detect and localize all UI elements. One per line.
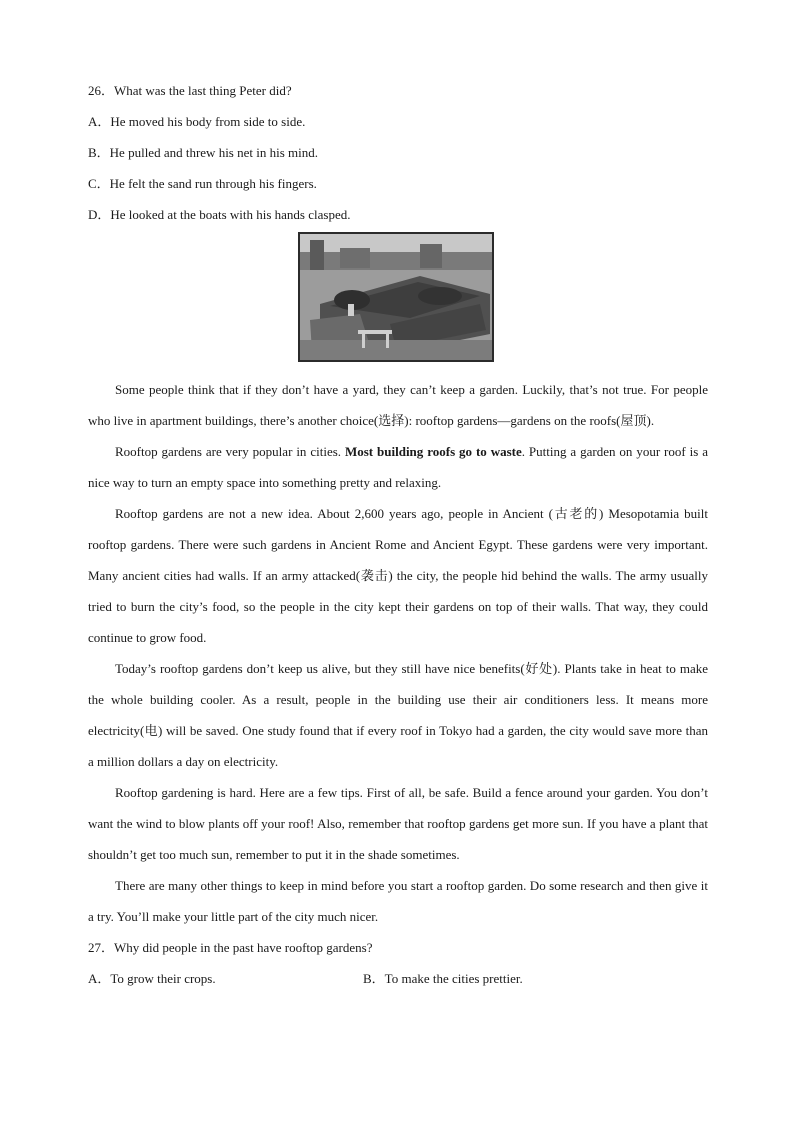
passage-paragraph-1: Some people think that if they don’t have a yard, they can’t keep a garden. Luckily, that’s not true. For people who live in apartment buildings, there’s another choice(选择): rooftop gardens—gardens on the roofs(屋顶). <box>88 382 708 428</box>
worksheet-page <box>88 75 708 994</box>
question-26-option-b: B．He pulled and threw his net in his mind. <box>88 145 319 160</box>
underlined-key-phrase: Most building roofs go to waste <box>344 444 522 459</box>
passage-paragraph-4: Today’s rooftop gardens don’t keep us alive, but they still have nice benefits(好处). Plants take in heat to make the whole building cooler. As a result, people in the building use their air conditioners less. It means more electricity(电) will be saved. One study found that if every roof in Tokyo had a garden, the city would save more than a million dollars a day on electricity. <box>88 661 708 769</box>
passage-paragraph-3: Rooftop gardens are not a new idea. About 2,600 years ago, people in Ancient (古老的) Mesopotamia built rooftop gardens. There were such gardens in Ancient Rome and Ancient Egypt. These gardens were very important. Many ancient cities had walls. If an army attacked(袭击) the city, the people hid behind the walls. The army usually tried to burn the city’s food, so the people in the city kept their gardens on top of their walls. That way, they could continue to grow food. <box>88 506 708 645</box>
question-26-option-c: C．He felt the sand run through his fingers. <box>88 176 317 191</box>
question-27-option-b: B．To make the cities prettier. <box>363 971 523 986</box>
passage-paragraph-2 <box>88 436 708 498</box>
rooftop-garden-illustration <box>300 234 492 360</box>
question-27-options <box>88 963 708 994</box>
question-26-option-d: D．He looked at the boats with his hands clasped. <box>88 207 351 222</box>
question-26-stem: 26．What was the last thing Peter did? <box>88 83 292 98</box>
question-27-stem: 27．Why did people in the past have rooftop gardens? <box>88 940 373 955</box>
passage-paragraph-6: There are many other things to keep in mind before you start a rooftop garden. Do some research and then give it a try. You’ll make your little part of the city much nicer. <box>88 878 708 924</box>
paragraph-2-text-start: Rooftop gardens are very popular in cities. <box>115 444 345 459</box>
question-26-option-a: A．He moved his body from side to side. <box>88 114 306 129</box>
photo-container <box>88 232 708 370</box>
question-27-option-a: A．To grow their crops. <box>88 971 216 986</box>
paragraph-2-text-end: . Putting a garden on your roof is a nice way to turn an empty space into something pretty and relaxing. <box>88 444 708 490</box>
rooftop-garden-photo <box>298 232 494 362</box>
passage-paragraph-5: Rooftop gardening is hard. Here are a few tips. First of all, be safe. Build a fence around your garden. You don’t want the wind to blow plants off your roof! Also, remember that rooftop gardens get more sun. If you have a plant that shouldn’t get too much sun, remember to put it in the shade sometimes. <box>88 785 708 862</box>
